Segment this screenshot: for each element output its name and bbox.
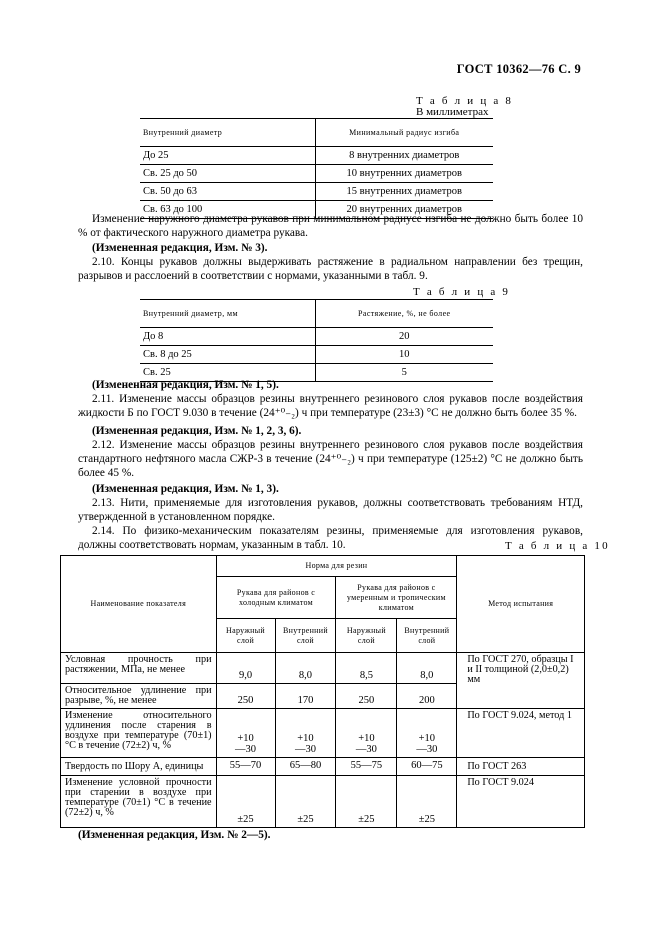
table8-cell: До 25 <box>140 147 315 165</box>
amendment-note: (Измененная редакция, Изм. № 1, 2, 3, 6). <box>92 425 302 437</box>
table10-header-outer: Наружный слой <box>336 619 397 653</box>
table8-header-diameter: Внутренний диаметр <box>140 119 315 147</box>
page-header: ГОСТ 10362—76 С. 9 <box>456 62 581 76</box>
table10-header-norm: Норма для резин <box>216 556 457 577</box>
amendment-note: (Измененная редакция, Изм. № 1, 5). <box>92 379 279 391</box>
table-row <box>140 147 493 165</box>
table-row <box>61 758 585 776</box>
table10-value <box>336 709 397 758</box>
table10-value: 250 <box>216 684 275 709</box>
table9-cell: До 8 <box>140 328 315 346</box>
table10-value: ±25 <box>397 776 457 828</box>
table10-method: По ГОСТ 9.024, метод 1 <box>457 709 585 758</box>
amendment-note-footer: (Измененная редакция, Изм. № 2—5). <box>78 829 271 841</box>
value-lower: —30 <box>294 744 316 755</box>
table8-cell: 20 внутренних диаметров <box>315 201 493 219</box>
value-upper: +10 <box>358 733 375 744</box>
table9-cell: 20 <box>315 328 493 346</box>
paragraph: Изменение наружного диаметра рукавов при минимальном радиусе изгиба не должно быть более 10 % от фактического наружного диаметра рукава. <box>78 213 583 239</box>
table10-header-temperate: Рукава для районов с умеренным и тропическим климатом <box>336 577 457 619</box>
table8-cell: 15 внутренних диаметров <box>315 183 493 201</box>
table10-header-inner: Внутренний слой <box>397 619 457 653</box>
amendment-note: (Измененная редакция, Изм. № 3). <box>92 242 268 254</box>
text-block-2 <box>78 377 583 552</box>
table8-header-radius: Минимальный радиус изгиба <box>315 119 493 147</box>
table10-value: 8,0 <box>275 653 336 684</box>
value-upper: +10 <box>237 733 254 744</box>
paragraph-2-14: 2.14. По физико-механическим показателям резины, применяемые для изготовления рукавов, должны соответствовать нормам, указанным в табл. 10. <box>78 525 583 551</box>
table10-header-method: Метод испытания <box>457 556 585 653</box>
table10 <box>60 555 585 828</box>
amendment-note: (Измененная редакция, Изм. № 1, 3). <box>92 483 279 495</box>
table-row <box>140 328 493 346</box>
table10-param: Относительное удлинение при разрыве, %, не менее <box>61 684 217 709</box>
table9-caption: Т а б л и ц а 9 <box>413 286 511 298</box>
table-row <box>61 653 585 684</box>
table10-param: Условная прочность при растяжении, МПа, не менее <box>61 653 217 684</box>
table10-value: 65—80 <box>275 758 336 776</box>
value-upper: +10 <box>297 733 314 744</box>
table10-value: ±25 <box>336 776 397 828</box>
table8-caption: Т а б л и ц а 8 <box>416 95 514 107</box>
paragraph-2-11: 2.11. Изменение массы образцов резины внутреннего резинового слоя рукавов после воздействия жидкости Б по ГОСТ 9.030 в течение (24⁺⁰₋₂) ч при температуре (23±3) °С не должно быть более 35 %. <box>78 393 583 419</box>
table9 <box>140 299 493 382</box>
table10-header-inner: Внутренний слой <box>275 619 336 653</box>
table10-header-cold: Рукава для районов с холодным климатом <box>216 577 336 619</box>
table10-value: 60—75 <box>397 758 457 776</box>
paragraph-2-12: 2.12. Изменение массы образцов резины внутреннего резинового слоя рукавов после воздействия стандартного нефтяного масла СЖР-3 в течение (24⁺⁰₋₂) ч при температуре (125±2) °С не должно быть более 45 %. <box>78 439 583 479</box>
table8-cell: Св. 25 до 50 <box>140 165 315 183</box>
table9-header-stretch: Растяжение, %, не более <box>315 300 493 328</box>
table10-value: 55—75 <box>336 758 397 776</box>
table10-method: По ГОСТ 9.024 <box>457 776 585 828</box>
table9-header-diameter: Внутренний диаметр, мм <box>140 300 315 328</box>
value-upper: +10 <box>418 733 436 744</box>
table-row <box>61 776 585 828</box>
text-block-1 <box>78 212 583 283</box>
table10-value: 55—70 <box>216 758 275 776</box>
table8-cell: Св. 63 до 100 <box>140 201 315 219</box>
value-lower: —30 <box>235 744 257 755</box>
table8-cell: Св. 50 до 63 <box>140 183 315 201</box>
table-row <box>140 183 493 201</box>
table10-value: 8,0 <box>397 653 457 684</box>
table10-method: По ГОСТ 270, образцы I и II толщиной (2,0±0,2) мм <box>457 653 585 709</box>
table10-header-outer: Наружный слой <box>216 619 275 653</box>
table10-header-name: Наименование показателя <box>61 556 217 653</box>
table10-value <box>397 709 457 758</box>
table8-cell: 10 внутренних диаметров <box>315 165 493 183</box>
value-lower: —30 <box>355 744 377 755</box>
table10-value: 200 <box>397 684 457 709</box>
table10-param: Изменение условной прочности при старении в воздухе при температуре (70±1) °С в течение (72±2) ч, % <box>61 776 217 828</box>
table-row <box>61 709 585 758</box>
table10-value: 250 <box>336 684 397 709</box>
table10-value: 170 <box>275 684 336 709</box>
table10-value: 9,0 <box>216 653 275 684</box>
paragraph-2-10: 2.10. Концы рукавов должны выдерживать растяжение в радиальном направлении без трещин, разрывов и расслоений в соответствии с нормами, указанными в табл. 9. <box>78 256 583 282</box>
table9-cell: Св. 8 до 25 <box>140 346 315 364</box>
table10-value <box>275 709 336 758</box>
table8-unit: В миллиметрах <box>416 106 489 118</box>
table10-param: Изменение относительного удлинения после старения в воздухе при температуре (70±1) °С в течение (72±2) ч, % <box>61 709 217 758</box>
table10-value: 8,5 <box>336 653 397 684</box>
table10-value <box>216 709 275 758</box>
table9-cell: Св. 25 <box>140 364 315 382</box>
table10-param: Твердость по Шору А, единицы <box>61 758 217 776</box>
table10-caption: Т а б л и ц а 10 <box>505 540 610 552</box>
table10-value: ±25 <box>216 776 275 828</box>
table-row <box>140 165 493 183</box>
table8-cell: 8 внутренних диаметров <box>315 147 493 165</box>
table8 <box>140 118 493 219</box>
table10-method: По ГОСТ 263 <box>457 758 585 776</box>
table-row <box>140 346 493 364</box>
value-lower: —30 <box>416 744 438 755</box>
table9-cell: 5 <box>315 364 493 382</box>
paragraph-2-13: 2.13. Нити, применяемые для изготовления рукавов, должны соответствовать требованиям НТД, утвержденной в установленном порядке. <box>78 497 583 523</box>
table10-value: ±25 <box>275 776 336 828</box>
table9-cell: 10 <box>315 346 493 364</box>
